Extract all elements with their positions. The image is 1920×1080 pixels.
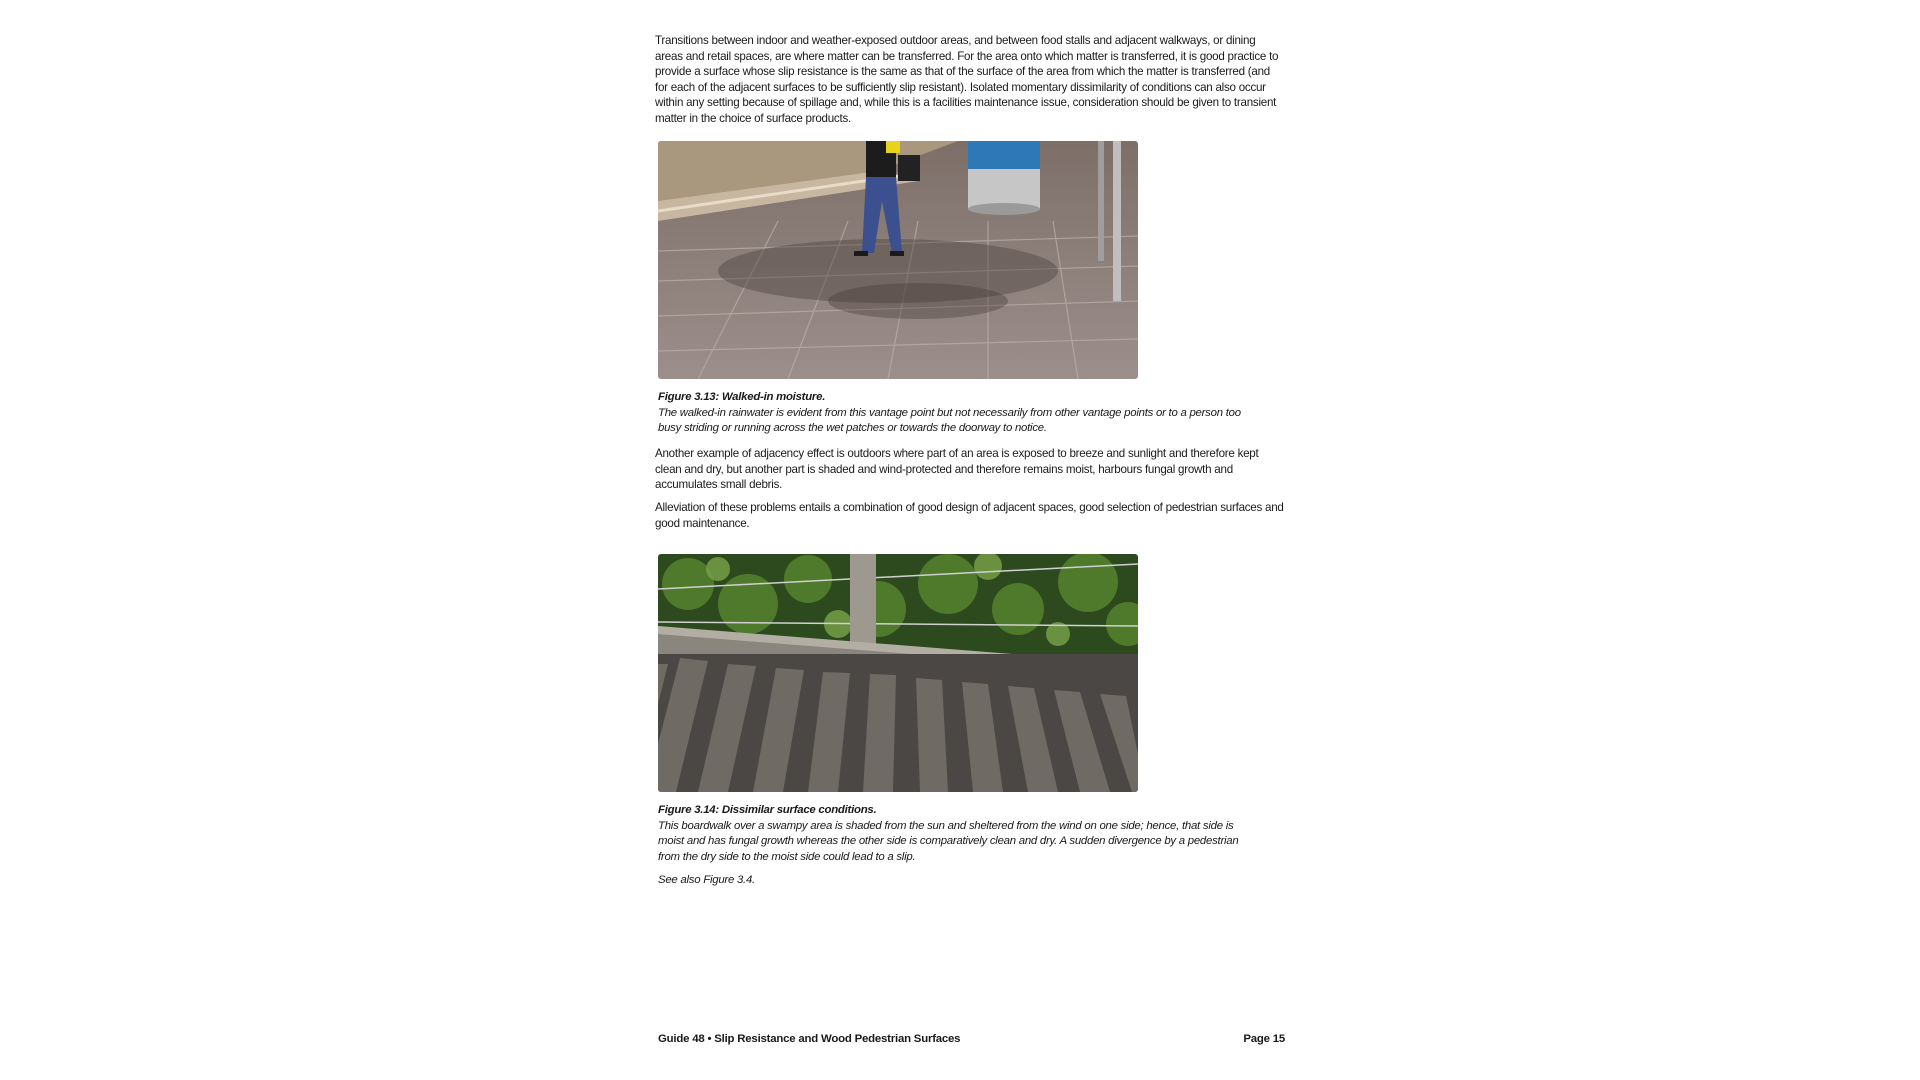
figure-3-14-title: Figure 3.14: Dissimilar surface conditions.: [658, 804, 877, 816]
figure-3-13-photo: [658, 141, 1138, 379]
figure-3-14-caption: [658, 803, 1258, 865]
figure-3-13-title: Figure 3.13: Walked-in moisture.: [658, 391, 826, 403]
document-page: [655, 30, 1285, 1070]
figure-3-14-photo: [658, 554, 1138, 792]
adjacency-paragraph: Another example of adjacency effect is outdoors where part of an area is exposed to breeze and sunlight and therefore kept clean and dry, but another part is shaded and wind-protected and therefore remains moist, harbours fungal growth and accumulates small debris.: [655, 447, 1259, 492]
intro-paragraph: Transitions between indoor and weather-exposed outdoor areas, and between food stalls and adjacent walkways, or dining areas and retail spaces, are where matter can be transferred. For the area onto which matter is transferred, it is good practice to provide a surface whose slip resistance is the same as that of the surface of the area from which the matter is transferred (and for each of the adjacent surfaces to be sufficiently slip resistant). Isolated momentary dissimilarity of conditions can also occur within any setting because of spillage and, while this is a facilities maintenance issue, consideration should be given to transient matter in the choice of surface products.: [655, 34, 1279, 125]
figure-3-14-text: This boardwalk over a swampy area is shaded from the sun and sheltered from the wind on one side; hence, that side is moist and has fungal growth whereas the other side is comparatively clean and dry. A sudden divergence by a pedestrian from the dry side to the moist side could lead to a slip.: [658, 819, 1239, 863]
alleviation-paragraph: Alleviation of these problems entails a combination of good design of adjacent spaces, good selection of pedestrian surfaces and good maintenance.: [655, 501, 1284, 530]
page-number: Page 15: [1243, 1033, 1285, 1045]
walked-in-moisture-image: [658, 141, 1138, 379]
footer-title: Guide 48 • Slip Resistance and Wood Pedestrian Surfaces: [658, 1033, 961, 1045]
see-also-note: See also Figure 3.4.: [658, 874, 755, 886]
figure-3-13-text: The walked-in rainwater is evident from this vantage point but not necessarily from other vantage points or to a person too busy striding or running across the wet patches or towards the doorway to notice.: [658, 406, 1241, 435]
boardwalk-image: [658, 554, 1138, 792]
figure-3-13-caption: [658, 390, 1258, 437]
